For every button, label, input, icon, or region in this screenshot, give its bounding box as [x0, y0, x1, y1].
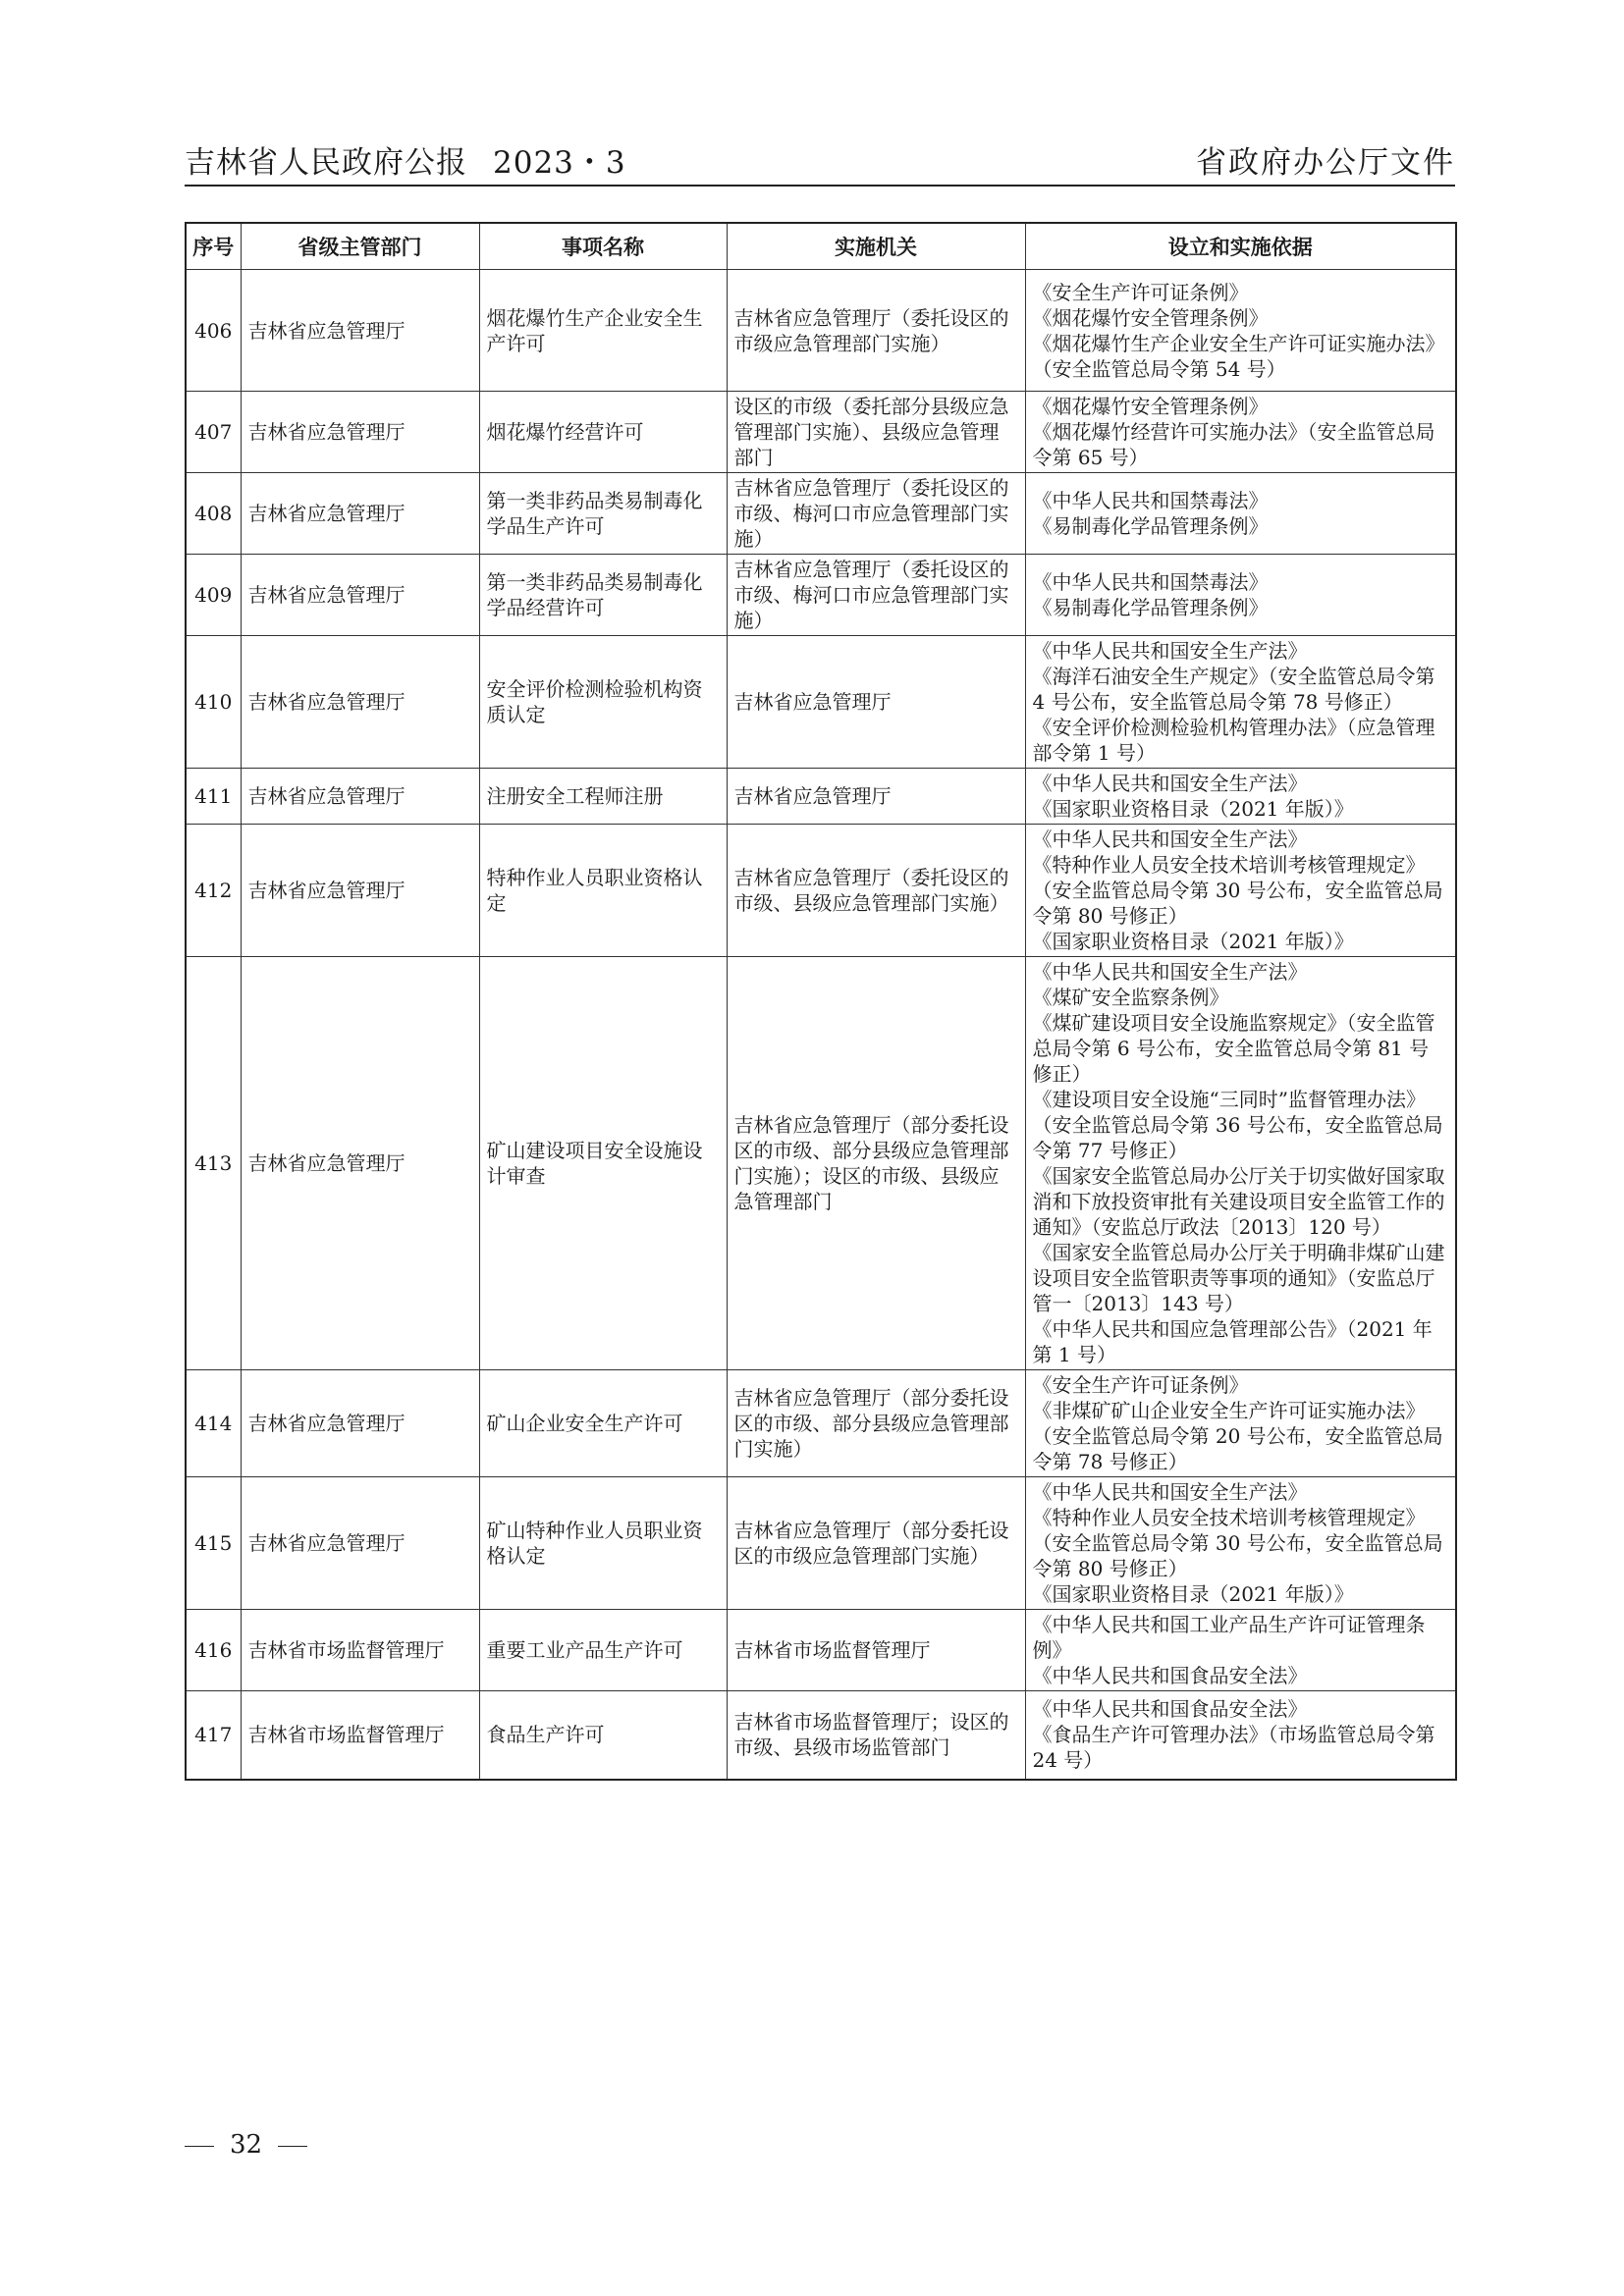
basis-line: 《易制毒化学品管理条例》 — [1032, 596, 1269, 619]
row-basis — [1025, 1691, 1456, 1780]
basis-line: 《烟花爆竹生产企业安全生产许可证实施办法》（安全监管总局令第 54 号） — [1032, 331, 1445, 381]
row-agency: 吉林省市场监督管理厅；设区的市级、县级市场监管部门 — [727, 1691, 1025, 1780]
basis-line: 《烟花爆竹安全管理条例》 — [1032, 305, 1269, 330]
basis-line: 《安全生产许可证条例》 — [1032, 280, 1249, 304]
table-row — [186, 555, 1456, 636]
row-item-name: 第一类非药品类易制毒化学品生产许可 — [479, 473, 727, 555]
row-number: 407 — [186, 392, 241, 473]
row-basis — [1025, 957, 1456, 1370]
basis-line: 《安全生产许可证条例》 — [1032, 1373, 1249, 1397]
table-header-row — [186, 223, 1456, 270]
row-basis — [1025, 1477, 1456, 1610]
row-basis — [1025, 1610, 1456, 1691]
row-number: 417 — [186, 1691, 241, 1780]
row-item-name: 第一类非药品类易制毒化学品经营许可 — [479, 555, 727, 636]
header-publication — [185, 137, 626, 182]
basis-line: 《中华人民共和国安全生产法》 — [1032, 1480, 1308, 1504]
basis-line: 《中华人民共和国食品安全法》 — [1032, 1697, 1308, 1722]
basis-line: 《中华人民共和国安全生产法》 — [1032, 960, 1308, 984]
page-header — [185, 130, 1455, 185]
publication-title: 吉林省人民政府公报 — [185, 145, 467, 181]
row-agency: 吉林省应急管理厅（委托设区的市级、梅河口市应急管理部门实施） — [727, 473, 1025, 555]
basis-line: 《食品生产许可管理办法》（市场监管总局令第 24 号） — [1032, 1723, 1435, 1773]
basis-line: 《易制毒化学品管理条例》 — [1032, 514, 1269, 538]
row-item-name: 矿山特种作业人员职业资格认定 — [479, 1477, 727, 1610]
col-header-basis: 设立和实施依据 — [1025, 223, 1456, 270]
footer-dash-right — [278, 2146, 307, 2147]
row-basis — [1025, 769, 1456, 825]
table-row — [186, 1477, 1456, 1610]
row-department: 吉林省应急管理厅 — [241, 769, 479, 825]
table-row — [186, 473, 1456, 555]
table-row — [186, 769, 1456, 825]
row-agency: 吉林省应急管理厅（部分委托设区的市级应急管理部门实施） — [727, 1477, 1025, 1610]
col-header-name: 事项名称 — [479, 223, 727, 270]
row-department: 吉林省应急管理厅 — [241, 825, 479, 957]
row-department: 吉林省应急管理厅 — [241, 1477, 479, 1610]
basis-line: 《国家职业资格目录（2021 年版）》 — [1032, 1582, 1354, 1606]
table-row — [186, 957, 1456, 1370]
basis-line: 《烟花爆竹经营许可实施办法》（安全监管总局令第 65 号） — [1032, 420, 1435, 469]
table-body — [186, 270, 1456, 1780]
row-agency: 吉林省应急管理厅（委托设区的市级、县级应急管理部门实施） — [727, 825, 1025, 957]
table-row — [186, 1610, 1456, 1691]
row-agency: 吉林省应急管理厅 — [727, 636, 1025, 769]
basis-line: 《煤矿安全监察条例》 — [1032, 986, 1229, 1009]
row-agency: 吉林省应急管理厅（委托设区的市级应急管理部门实施） — [727, 270, 1025, 392]
section-title: 省政府办公厅文件 — [1196, 145, 1455, 181]
basis-line: 《特种作业人员安全技术培训考核管理规定》（安全监管总局令第 30 号公布，安全监管总局令第 80 号修正） — [1032, 1506, 1443, 1580]
row-item-name: 烟花爆竹生产企业安全生产许可 — [479, 270, 727, 392]
footer-dash-left — [185, 2146, 214, 2147]
row-department: 吉林省应急管理厅 — [241, 1370, 479, 1477]
row-item-name: 安全评价检测检验机构资质认定 — [479, 636, 727, 769]
row-number: 414 — [186, 1370, 241, 1477]
table-row — [186, 392, 1456, 473]
row-basis — [1025, 392, 1456, 473]
row-item-name: 重要工业产品生产许可 — [479, 1610, 727, 1691]
basis-line: 《中华人民共和国应急管理部公告》（2021 年第 1 号） — [1032, 1317, 1433, 1366]
row-agency: 设区的市级（委托部分县级应急管理部门实施）、县级应急管理部门 — [727, 392, 1025, 473]
basis-line: 《特种作业人员安全技术培训考核管理规定》（安全监管总局令第 30 号公布，安全监管总局令第 80 号修正） — [1032, 853, 1443, 928]
table-row — [186, 636, 1456, 769]
basis-line: 《中华人民共和国安全生产法》 — [1032, 828, 1308, 851]
basis-line: 《国家安全监管总局办公厅关于切实做好国家取消和下放投资审批有关建设项目安全监管工作的通知》（安监总厅政法〔2013〕120 号） — [1032, 1164, 1445, 1239]
row-number: 416 — [186, 1610, 241, 1691]
basis-line: 《安全评价检测检验机构管理办法》（应急管理部令第 1 号） — [1032, 716, 1435, 765]
basis-line: 《中华人民共和国安全生产法》 — [1032, 639, 1308, 663]
row-basis — [1025, 636, 1456, 769]
row-number: 411 — [186, 769, 241, 825]
table-row — [186, 825, 1456, 957]
row-department: 吉林省应急管理厅 — [241, 270, 479, 392]
row-department: 吉林省市场监督管理厅 — [241, 1610, 479, 1691]
licensing-table — [185, 222, 1457, 1781]
basis-line: 《国家职业资格目录（2021 年版）》 — [1032, 797, 1354, 821]
row-basis — [1025, 555, 1456, 636]
table-row — [186, 1370, 1456, 1477]
basis-line: 《烟花爆竹安全管理条例》 — [1032, 395, 1269, 418]
page-footer — [185, 2130, 307, 2160]
row-item-name: 食品生产许可 — [479, 1691, 727, 1780]
row-item-name: 烟花爆竹经营许可 — [479, 392, 727, 473]
row-basis — [1025, 270, 1456, 392]
row-basis — [1025, 473, 1456, 555]
basis-line: 《中华人民共和国工业产品生产许可证管理条例》 — [1032, 1613, 1426, 1662]
basis-line: 《中华人民共和国安全生产法》 — [1032, 772, 1308, 795]
row-number: 410 — [186, 636, 241, 769]
table-row — [186, 1691, 1456, 1780]
row-department: 吉林省市场监督管理厅 — [241, 1691, 479, 1780]
row-department: 吉林省应急管理厅 — [241, 957, 479, 1370]
row-department: 吉林省应急管理厅 — [241, 392, 479, 473]
header-rule — [185, 185, 1455, 187]
basis-line: 《国家职业资格目录（2021 年版）》 — [1032, 930, 1354, 953]
row-item-name: 矿山企业安全生产许可 — [479, 1370, 727, 1477]
row-agency: 吉林省应急管理厅（部分委托设区的市级、部分县级应急管理部门实施）；设区的市级、县级应急管理部门 — [727, 957, 1025, 1370]
table-row — [186, 270, 1456, 392]
page-number: 32 — [230, 2130, 263, 2160]
col-header-dept: 省级主管部门 — [241, 223, 479, 270]
row-item-name: 注册安全工程师注册 — [479, 769, 727, 825]
basis-line: 《海洋石油安全生产规定》（安全监管总局令第 4 号公布，安全监管总局令第 78 号修正） — [1032, 665, 1435, 714]
issue-number: 2023・3 — [493, 145, 626, 181]
row-agency: 吉林省市场监督管理厅 — [727, 1610, 1025, 1691]
row-number: 413 — [186, 957, 241, 1370]
basis-line: 《国家安全监管总局办公厅关于明确非煤矿山建设项目安全监管职责等事项的通知》（安监总厅管一〔2013〕143 号） — [1032, 1241, 1445, 1315]
row-department: 吉林省应急管理厅 — [241, 473, 479, 555]
col-header-num: 序号 — [186, 223, 241, 270]
row-item-name: 矿山建设项目安全设施设计审查 — [479, 957, 727, 1370]
basis-line: 《中华人民共和国食品安全法》 — [1032, 1664, 1308, 1687]
row-department: 吉林省应急管理厅 — [241, 555, 479, 636]
row-number: 406 — [186, 270, 241, 392]
col-header-agency: 实施机关 — [727, 223, 1025, 270]
row-basis — [1025, 825, 1456, 957]
row-number: 408 — [186, 473, 241, 555]
row-item-name: 特种作业人员职业资格认定 — [479, 825, 727, 957]
row-number: 412 — [186, 825, 241, 957]
row-department: 吉林省应急管理厅 — [241, 636, 479, 769]
basis-line: 《中华人民共和国禁毒法》 — [1032, 489, 1269, 512]
basis-line: 《非煤矿矿山企业安全生产许可证实施办法》（安全监管总局令第 20 号公布，安全监管总局令第 78 号修正） — [1032, 1399, 1443, 1473]
row-agency: 吉林省应急管理厅（部分委托设区的市级、部分县级应急管理部门实施） — [727, 1370, 1025, 1477]
row-agency: 吉林省应急管理厅（委托设区的市级、梅河口市应急管理部门实施） — [727, 555, 1025, 636]
basis-line: 《中华人民共和国禁毒法》 — [1032, 570, 1269, 594]
row-agency: 吉林省应急管理厅 — [727, 769, 1025, 825]
basis-line: 《煤矿建设项目安全设施监察规定》（安全监管总局令第 6 号公布，安全监管总局令第 81 号修正） — [1032, 1011, 1435, 1086]
row-basis — [1025, 1370, 1456, 1477]
row-number: 409 — [186, 555, 241, 636]
basis-line: 《建设项目安全设施“三同时”监督管理办法》（安全监管总局令第 36 号公布，安全监管总局令第 77 号修正） — [1032, 1088, 1443, 1162]
row-number: 415 — [186, 1477, 241, 1610]
